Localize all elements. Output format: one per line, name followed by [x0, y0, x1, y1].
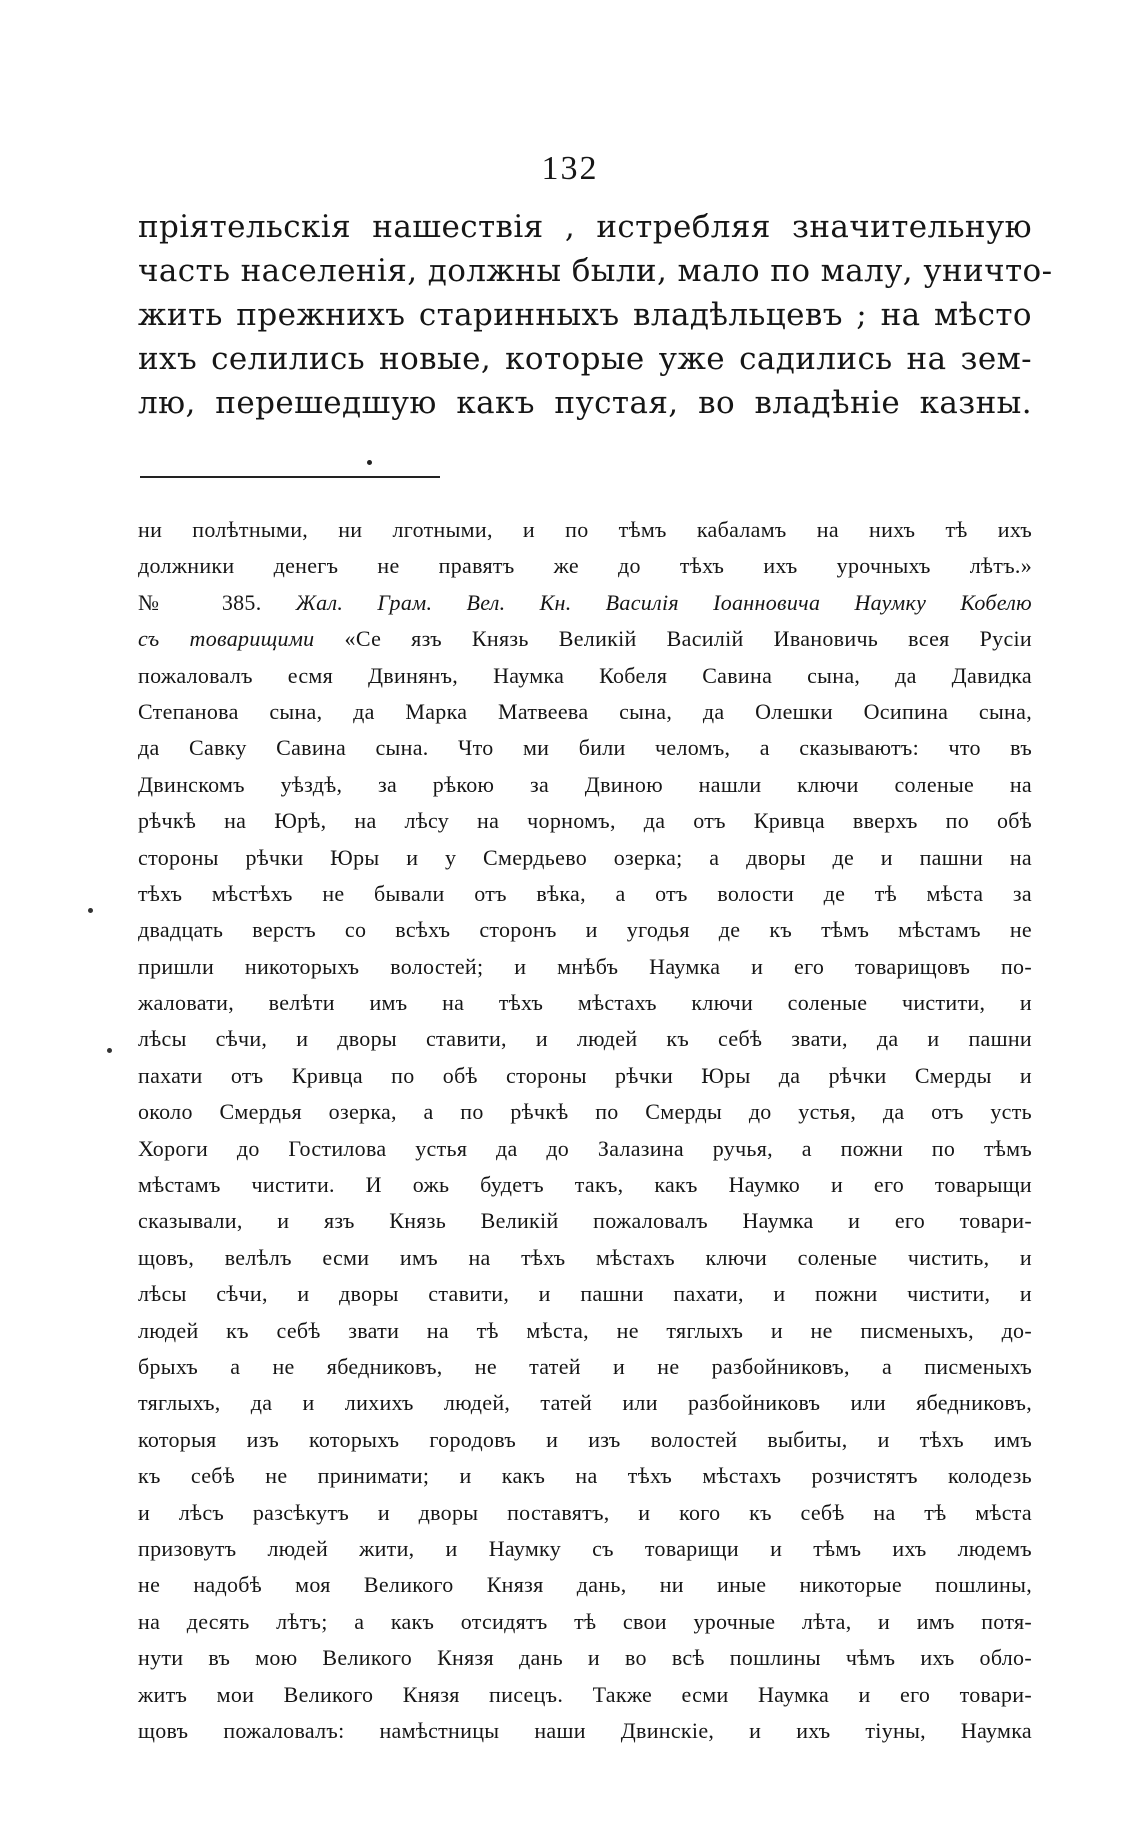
- main-text-line: часть населенія, должны были, мало по малу, уничто-: [138, 253, 1053, 289]
- footnote-line: [138, 585, 1032, 621]
- footnote-line: людей къ себѣ звати на тѣ мѣста, не тяглыхъ и не писменыхъ, до-: [138, 1317, 1032, 1343]
- footnote-line: нути въ мою Великого Князя дань и во всѣ пошлины чѣмъ ихъ обло-: [138, 1645, 1032, 1671]
- footnote-line: Двинскомъ уѣздѣ, за рѣкою за Двиною нашли ключи соленые на: [138, 771, 1032, 797]
- footnote-separator: [140, 476, 440, 478]
- main-text-line: лю, перешедшую какъ пустая, во владѣніе казны.: [138, 385, 1032, 421]
- document-number: № 385.: [138, 589, 262, 615]
- footnote-line: пахати отъ Кривца по обѣ стороны рѣчки Юры да рѣчки Смерды и: [138, 1062, 1032, 1088]
- margin-dot: [107, 1048, 112, 1053]
- footnote-line: щовъ, велѣлъ есми имъ на тѣхъ мѣстахъ ключи соленые чистить, и: [138, 1244, 1032, 1270]
- document-title: съ товарищими: [138, 626, 315, 652]
- footnote-line: да Савку Савина сына. Что ми били челомъ, а сказываютъ: что въ: [138, 735, 1032, 761]
- footnote-line: на десять лѣтъ; а какъ отсидятъ тѣ свои урочные лѣта, и имъ потя-: [138, 1608, 1032, 1634]
- separator-dot: [367, 460, 372, 465]
- footnote-line: [138, 621, 1032, 657]
- document-title: Жал. Грам. Вел. Кн. Василія Іоанновича Наумку Кобелю: [295, 589, 1032, 615]
- footnote-line: двадцать верстъ со всѣхъ сторонъ и угодья де къ тѣмъ мѣстамъ не: [138, 917, 1032, 943]
- footnote-line: не надобѣ моя Великого Князя дань, ни иные никоторые пошлины,: [138, 1572, 1032, 1598]
- footnote-line: призовутъ людей жити, и Наумку съ товарищи и тѣмъ ихъ людемъ: [138, 1535, 1032, 1561]
- footnote-line: житъ мои Великого Князя писецъ. Также есми Наумка и его товари-: [138, 1681, 1032, 1707]
- margin-dot: [88, 908, 93, 913]
- main-text-line: пріятельскія нашествія , истребляя значительную: [138, 209, 1032, 245]
- page-number: 132: [541, 150, 599, 187]
- document-text: «Се язъ Князь Великій Василій Ивановичь всея Русіи: [344, 626, 1032, 652]
- main-text-line: жить прежнихъ старинныхъ владѣльцевъ ; на мѣсто: [138, 297, 1032, 333]
- footnote-line: около Смердья озерка, а по рѣчкѣ по Смерды до устья, да отъ усть: [138, 1099, 1032, 1125]
- footnote-line: тяглыхъ, да и лихихъ людей, татей или разбойниковъ или ябедниковъ,: [138, 1390, 1032, 1416]
- footnote-line: сказывали, и язъ Князь Великій пожаловалъ Наумка и его товари-: [138, 1208, 1032, 1234]
- footnote-line: и лѣсъ разсѣкутъ и дворы поставятъ, и кого къ себѣ на тѣ мѣста: [138, 1499, 1032, 1525]
- footnote-line: Степанова сына, да Марка Матвеева сына, да Олешки Осипина сына,: [138, 698, 1032, 724]
- footnote-line: щовъ пожаловалъ: намѣстницы наши Двинскіе, и ихъ тіуны, Наумка: [138, 1717, 1032, 1743]
- footnote-line: ни полѣтными, ни лготными, и по тѣмъ кабаламъ на нихъ тѣ ихъ: [138, 517, 1032, 542]
- footnote-line: къ себѣ не принимати; и какъ на тѣхъ мѣстахъ розчистятъ колодезь: [138, 1463, 1032, 1489]
- footnote-line: брыхъ а не ябедниковъ, не татей и не разбойниковъ, а писменыхъ: [138, 1353, 1032, 1379]
- footnote-line: пожаловалъ есмя Двинянъ, Наумка Кобеля Савина сына, да Давидка: [138, 662, 1032, 688]
- footnote-line: должники денегъ не правятъ же до тѣхъ ихъ урочныхъ лѣтъ.»: [138, 553, 1032, 579]
- main-text-line: ихъ селились новые, которые уже садились на зем-: [138, 341, 1032, 377]
- footnote-line: рѣчкѣ на Юрѣ, на лѣсу на чорномъ, да отъ Кривца вверхъ по обѣ: [138, 808, 1032, 834]
- footnote-line: тѣхъ мѣстѣхъ не бывали отъ вѣка, а отъ волости де тѣ мѣста за: [138, 880, 1032, 906]
- main-text: [138, 205, 1053, 425]
- footnote-line: стороны рѣчки Юры и у Смердьево озерка; а дворы де и пашни на: [138, 844, 1032, 870]
- footnote-line: лѣсы сѣчи, и дворы ставити, и пашни пахати, и пожни чистити, и: [138, 1281, 1032, 1307]
- footnote-text: [138, 512, 1032, 1749]
- footnote-line: жаловати, велѣти имъ на тѣхъ мѣстахъ ключи соленые чистити, и: [138, 990, 1032, 1016]
- footnote-line: пришли никоторыхъ волостей; и мнѣбъ Наумка и его товарищовъ по-: [138, 953, 1032, 979]
- footnote-line: лѣсы сѣчи, и дворы ставити, и людей къ себѣ звати, да и пашни: [138, 1026, 1032, 1052]
- footnote-line: Хороги до Гостилова устья да до Залазина ручья, а пожни по тѣмъ: [138, 1135, 1032, 1161]
- footnote-line: которыя изъ которыхъ городовъ и изъ волостей выбиты, и тѣхъ имъ: [138, 1426, 1032, 1452]
- footnote-line: мѣстамъ чистити. И ожь будетъ такъ, какъ Наумко и его товарыщи: [138, 1172, 1032, 1198]
